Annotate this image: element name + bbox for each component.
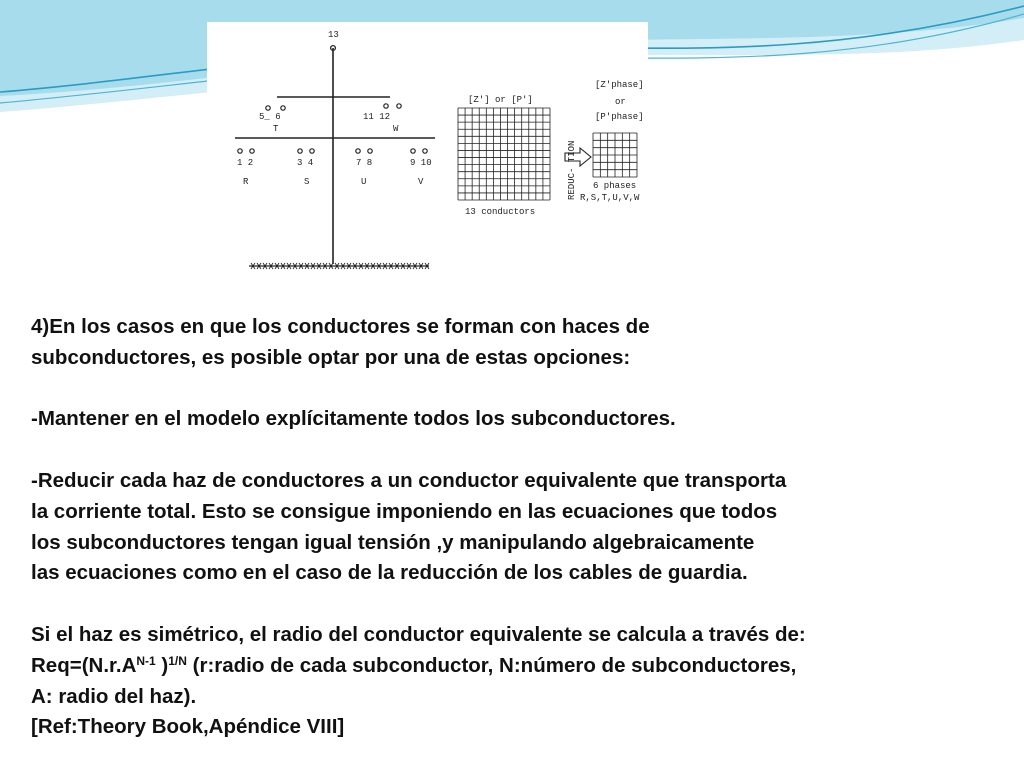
bundle-U bbox=[356, 149, 372, 187]
svg-text:S: S bbox=[304, 177, 310, 187]
paragraph-3-line-3: los subconductores tengan igual tensión ,y manipulando algebraicamente bbox=[31, 530, 755, 554]
paragraph-3-line-4: las ecuaciones como en el caso de la reducción de los cables de guardia. bbox=[31, 561, 748, 585]
bundle-T bbox=[259, 106, 285, 134]
conductors-label: 13 conductors bbox=[465, 207, 536, 217]
formula-part-b: ) bbox=[155, 653, 169, 677]
top-node-label: 13 bbox=[328, 30, 339, 40]
formula-part-c: (r:radio de cada subconductor, N:número de subconductores, bbox=[186, 653, 797, 677]
svg-text:R: R bbox=[243, 177, 249, 187]
matrix-label: [Z'] or [P'] bbox=[468, 95, 533, 105]
spacer bbox=[31, 589, 1006, 620]
formula-line bbox=[31, 651, 1006, 682]
slide-body-text bbox=[31, 312, 1006, 743]
phases-count-label: 6 phases bbox=[593, 181, 637, 191]
bundle-V bbox=[410, 149, 432, 187]
paragraph-2: -Mantener en el modelo explícitamente todos los subconductores. bbox=[31, 407, 676, 431]
phase-matrix-z-label: [Z'phase] bbox=[595, 80, 644, 90]
bundle-R bbox=[237, 149, 254, 187]
svg-text:5_ 6: 5_ 6 bbox=[259, 112, 281, 122]
paragraph-1-line-2: subconductores, es posible optar por una de estas opciones: bbox=[31, 345, 631, 369]
paragraph-4-line-3: A: radio del haz). bbox=[31, 684, 197, 708]
tower-diagram bbox=[207, 22, 648, 292]
spacer bbox=[31, 435, 1006, 466]
bundle-W bbox=[363, 104, 401, 134]
paragraph-1-line-1: 4)En los casos en que los conductores se forman con haces de bbox=[31, 315, 650, 338]
svg-text:V: V bbox=[418, 177, 424, 187]
svg-text:7 8: 7 8 bbox=[356, 158, 373, 168]
spacer bbox=[31, 374, 1006, 405]
svg-text:9 10: 9 10 bbox=[410, 158, 432, 168]
formula-exponent-2: 1/N bbox=[168, 653, 187, 668]
svg-text:U: U bbox=[361, 177, 367, 187]
reduction-label: REDUC- TION bbox=[567, 140, 577, 200]
formula-exponent-1: N-1 bbox=[136, 653, 156, 668]
tower-diagram-figure bbox=[207, 22, 648, 292]
svg-text:T: T bbox=[273, 124, 279, 134]
paragraph-3-line-2: la corriente total. Esto se consigue imponiendo en las ecuaciones que todos bbox=[31, 499, 778, 523]
svg-text:W: W bbox=[393, 124, 399, 134]
phases-list-label: R,S,T,U,V,W bbox=[580, 193, 640, 203]
paragraph-4-line-1: Si el haz es simétrico, el radio del conductor equivalente se calcula a través de: bbox=[31, 622, 806, 646]
svg-text:3 4: 3 4 bbox=[297, 158, 314, 168]
phase-or-label: or bbox=[615, 97, 626, 107]
svg-text:11 12: 11 12 bbox=[363, 112, 391, 122]
conductor-matrix bbox=[458, 108, 550, 200]
reference-line: [Ref:Theory Book,Apéndice VIII] bbox=[31, 715, 345, 739]
svg-text:1 2: 1 2 bbox=[237, 158, 254, 168]
phase-matrix-p-label: [P'phase] bbox=[595, 112, 644, 122]
bundle-S bbox=[297, 149, 314, 187]
ground-line bbox=[249, 263, 429, 269]
phase-matrix bbox=[593, 133, 637, 177]
paragraph-3-line-1: -Reducir cada haz de conductores a un conductor equivalente que transporta bbox=[31, 468, 787, 492]
formula-part-a: Req=(N.r.A bbox=[31, 653, 137, 677]
